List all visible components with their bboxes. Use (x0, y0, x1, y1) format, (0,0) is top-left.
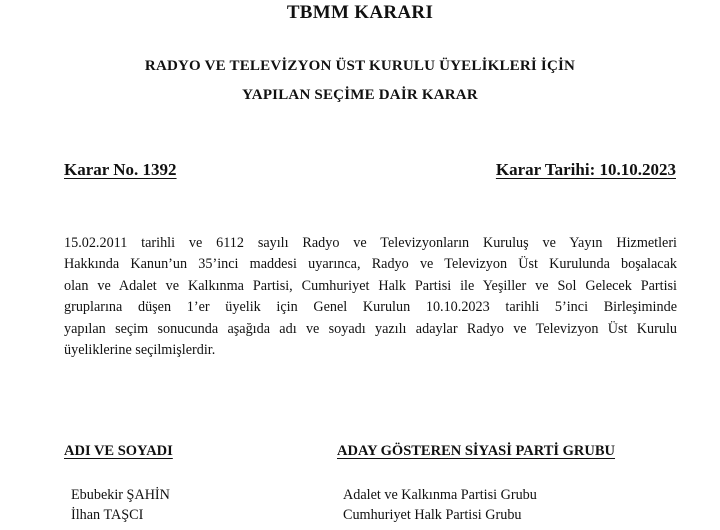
column-header-name: ADI VE SOYADI (64, 443, 173, 459)
member-name: Ebubekir ŞAHİN (71, 487, 170, 503)
body-line: Hakkında Kanun’un 35’inci maddesi uyarınca, Radyo ve Televizyon Üst Kurulunda boşalacak (64, 256, 677, 273)
document-title: TBMM KARARI (286, 2, 434, 23)
subtitle-line-2: YAPILAN SEÇİME DAİR KARAR (242, 87, 478, 103)
body-line: üyeliklerine seçilmişlerdir. (64, 342, 216, 359)
subtitle-line-1: RADYO VE TELEVİZYON ÜST KURULU ÜYELİKLERİ İÇİN (144, 58, 576, 74)
decision-body (64, 233, 677, 361)
decision-date: Karar Tarihi: 10.10.2023 (495, 160, 676, 179)
party-group: Cumhuriyet Halk Partisi Grubu (343, 507, 522, 523)
column-header-party: ADAY GÖSTEREN SİYASİ PARTİ GRUBU (337, 443, 616, 459)
body-line: 15.02.2011 tarihli ve 6112 sayılı Radyo ve Televizyonların Kuruluş ve Yayın Hizmetleri (64, 235, 677, 251)
body-line: gruplarına düşen 1’er üyelik için Genel Kurulun 10.10.2023 tarihli 5’inci Birleşiminde (64, 299, 677, 316)
body-line: olan ve Adalet ve Kalkınma Partisi, Cumhuriyet Halk Partisi ile Yeşiller ve Sol Gelecek Partisi (64, 277, 677, 294)
member-name: İlhan TAŞCI (71, 507, 144, 523)
decision-number: Karar No. 1392 (64, 160, 177, 179)
party-group: Adalet ve Kalkınma Partisi Grubu (343, 487, 537, 503)
body-line: yapılan seçim sonucunda aşağıda adı ve soyadı yazılı adaylar Radyo ve Televizyon Üst Kurulu (64, 320, 677, 337)
